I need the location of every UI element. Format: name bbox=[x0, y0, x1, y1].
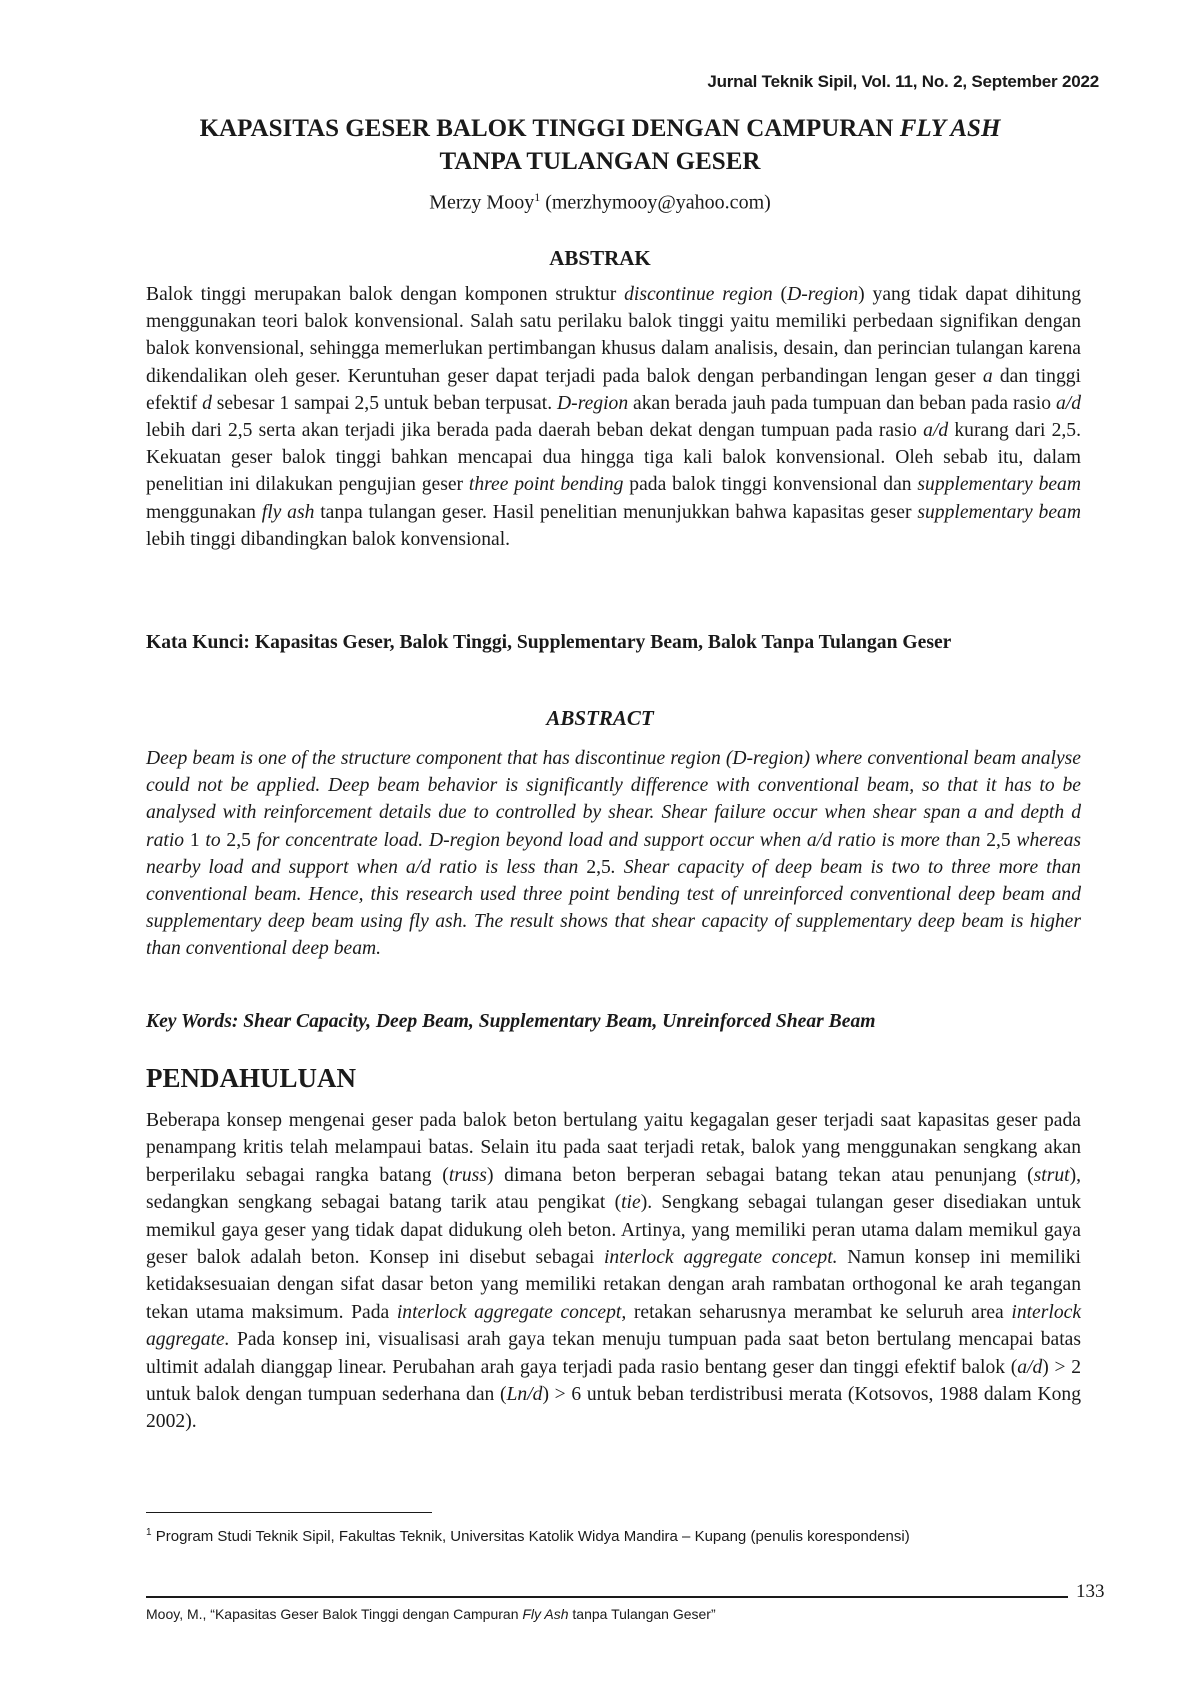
text-segment: ) > 2 untuk balok dengan tumpuan sederhana dan ( bbox=[146, 1356, 1081, 1406]
italic-text-segment: discontinue region bbox=[624, 284, 773, 305]
italic-text-segment: for concentrate load. D-region beyond load and support occur when a/d ratio is more than bbox=[250, 829, 987, 851]
text-segment: lebih dari 2,5 serta akan terjadi jika berada pada daerah beban dekat dengan tumpuan pada rasio bbox=[146, 420, 924, 442]
abstract-keywords: Key Words: Shear Capacity, Deep Beam, Supplementary Beam, Unreinforced Shear Beam bbox=[146, 1011, 876, 1032]
author-line bbox=[120, 190, 1080, 215]
footnote-divider bbox=[146, 1512, 432, 1513]
author-name: Merzy Mooy bbox=[429, 191, 535, 214]
abstract-heading: ABSTRACT bbox=[546, 706, 654, 730]
text-segment: menggunakan bbox=[146, 501, 262, 523]
abstrak-text bbox=[146, 281, 1081, 553]
title-main: KAPASITAS GESER BALOK TINGGI DENGAN CAMPURAN bbox=[199, 115, 894, 142]
abstrak-keywords: Kata Kunci: Kapasitas Geser, Balok Tinggi, Supplementary Beam, Balok Tanpa Tulangan Geser bbox=[146, 632, 952, 653]
footnote-text: Program Studi Teknik Sipil, Fakultas Teknik, Universitas Katolik Widya Mandira – Kupang (penulis korespondensi) bbox=[155, 1528, 910, 1545]
italic-text-segment: . Shear capacity of deep beam is two to three more than conventional beam. Hence, this research used three point bending test of unreinforced conventional deep beam and supplementary deep beam using fly ash. The result shows that shear capacity of supplementary deep beam is higher than conventional deep beam. bbox=[146, 856, 1081, 960]
italic-text-segment: supplementary beam bbox=[917, 501, 1081, 523]
text-segment: sebesar 1 sampai 2,5 untuk beban terpusat. bbox=[211, 392, 558, 414]
text-segment: 2,5 bbox=[986, 829, 1011, 851]
text-segment: ) dimana beton berperan sebagai batang tekan atau penunjang ( bbox=[486, 1164, 1034, 1186]
italic-text-segment: Deep beam is one of the structure component that has discontinue region (D-region) where conventional beam analyse could not be applied. Deep beam behavior is significantly difference with conventional beam, so that it has to be analysed with reinforcement details due to controlled by shear. Shear failure occur when shear span a and depth d ratio bbox=[146, 748, 1081, 851]
text-segment: 2,5 bbox=[586, 856, 611, 878]
italic-text-segment: a/d bbox=[1055, 392, 1082, 414]
text-segment: retakan seharusnya merambat ke seluruh area bbox=[626, 1301, 1012, 1323]
italic-text-segment: fly ash bbox=[261, 501, 315, 523]
text-segment: lebih tinggi dibandingkan balok konvensional. bbox=[146, 528, 511, 550]
abstrak-heading: ABSTRAK bbox=[549, 246, 651, 270]
page-number: 133 bbox=[1076, 1581, 1105, 1602]
text-segment: Namun konsep ini memiliki ketidaksesuaian dengan sifat dasar beton yang memiliki retakan dengan arah rambatan orthogonal ke arah tegangan tekan utama maksimum. Pada bbox=[146, 1247, 1082, 1323]
affiliation-mark: 1 bbox=[534, 190, 541, 204]
journal-header: Jurnal Teknik Sipil, Vol. 11, No. 2, September 2022 bbox=[707, 72, 1099, 91]
italic-text-segment: a bbox=[982, 365, 993, 387]
text-segment: kurang dari 2,5. Kekuatan geser balok tinggi bahkan mencapai dua hingga tiga kali balok konvensional. Oleh sebab itu, dalam penelitian ini dilakukan pengujian geser bbox=[146, 420, 1081, 496]
footer-divider bbox=[146, 1596, 1068, 1598]
italic-text-segment: interlock aggregate concept. bbox=[603, 1247, 838, 1269]
italic-text-segment: a/d bbox=[923, 420, 949, 442]
text-segment: ( bbox=[772, 284, 788, 305]
italic-text-segment: three point bending bbox=[468, 474, 624, 496]
cite-pre: Mooy, M., “Kapasitas Geser Balok Tinggi dengan Campuran bbox=[146, 1606, 523, 1622]
text-segment: akan berada jauh pada tumpuan dan beban pada rasio bbox=[628, 392, 1056, 414]
paper-title bbox=[120, 112, 1080, 178]
italic-text-segment: tie bbox=[621, 1192, 641, 1214]
section-heading-pendahuluan: PENDAHULUAN bbox=[146, 1063, 357, 1093]
text-segment: ) > 6 untuk beban terdistribusi merata (Kotsovos, 1988 dalam Kong 2002). bbox=[146, 1384, 1081, 1433]
italic-text-segment: D-region bbox=[787, 284, 859, 305]
italic-text-segment: supplementary beam bbox=[917, 474, 1082, 496]
footer-citation bbox=[146, 1606, 716, 1622]
text-segment: 1 bbox=[189, 829, 200, 851]
text-segment: Beberapa konsep mengenai geser pada balok beton bertulang yaitu kegagalan geser terjadi saat kapasitas geser pada penampang kritis telah melampaui batas. Selain itu pada saat terjadi retak, balok yang menggunakan sengkang akan berperilaku sebagai rangka batang ( bbox=[146, 1110, 1081, 1186]
text-segment: Pada konsep ini, visualisasi arah gaya tekan menuju tumpuan pada saat beton bertulang mencapai batas ultimit adalah dianggap linear. Perubahan arah gaya terjadi pada rasio bentang geser dan tinggi efektif balok ( bbox=[146, 1329, 1081, 1378]
italic-text-segment: strut bbox=[1033, 1164, 1070, 1186]
text-segment: ), sedangkan sengkang sebagai batang tarik atau pengikat ( bbox=[146, 1164, 1081, 1214]
italic-text-segment: D-region bbox=[557, 392, 629, 414]
author-email: (merzhymooy@yahoo.com) bbox=[545, 191, 771, 214]
text-segment: tanpa tulangan geser. Hasil penelitian menunjukkan bahwa kapasitas geser bbox=[314, 501, 918, 523]
cite-post: tanpa Tulangan Geser” bbox=[568, 1606, 716, 1622]
italic-text-segment: a/d bbox=[1017, 1356, 1043, 1378]
text-segment: ) yang tidak dapat dihitung menggunakan teori balok konvensional. Salah satu perilaku balok tinggi yaitu memiliki perbedaan signifikan dengan balok konvensional, sehingga memerlukan pertimbangan khusus dalam analisis, desain, dan perincian tulangan karena dikendalikan oleh geser. Keruntuhan geser dapat terjadi pada balok dengan perbandingan lengan geser bbox=[146, 284, 1081, 387]
italic-text-segment: to bbox=[199, 829, 227, 851]
cite-italic: Fly Ash bbox=[522, 1606, 569, 1622]
text-segment: pada balok tinggi konvensional dan bbox=[623, 474, 918, 496]
introduction-text bbox=[146, 1107, 1081, 1436]
italic-text-segment: d bbox=[202, 392, 212, 414]
text-segment: 2,5 bbox=[226, 829, 251, 851]
italic-text-segment: Ln/d bbox=[506, 1384, 543, 1406]
title-italic: FLY ASH bbox=[899, 115, 1001, 142]
footnote bbox=[146, 1521, 1026, 1548]
italic-text-segment: interlock aggregate. bbox=[146, 1301, 1082, 1351]
italic-text-segment: truss bbox=[448, 1164, 487, 1186]
title-line2: TANPA TULANGAN GESER bbox=[439, 148, 761, 175]
footnote-mark: 1 bbox=[146, 1527, 152, 1538]
text-segment: Balok tinggi merupakan balok dengan komponen struktur bbox=[146, 284, 625, 305]
text-segment: dan tinggi efektif bbox=[146, 365, 1081, 414]
abstract-text bbox=[146, 745, 1081, 963]
italic-text-segment: whereas nearby load and support when a/d ratio is less than bbox=[146, 829, 1082, 878]
italic-text-segment: interlock aggregate concept, bbox=[396, 1301, 627, 1323]
text-segment: ). Sengkang sebagai tulangan geser disediakan untuk memikul gaya geser yang tidak dapat didukung oleh beton. Artinya, yang memiliki peran utama dalam memikul gaya geser balok adalah beton. Konsep ini disebut sebagai bbox=[146, 1192, 1081, 1269]
